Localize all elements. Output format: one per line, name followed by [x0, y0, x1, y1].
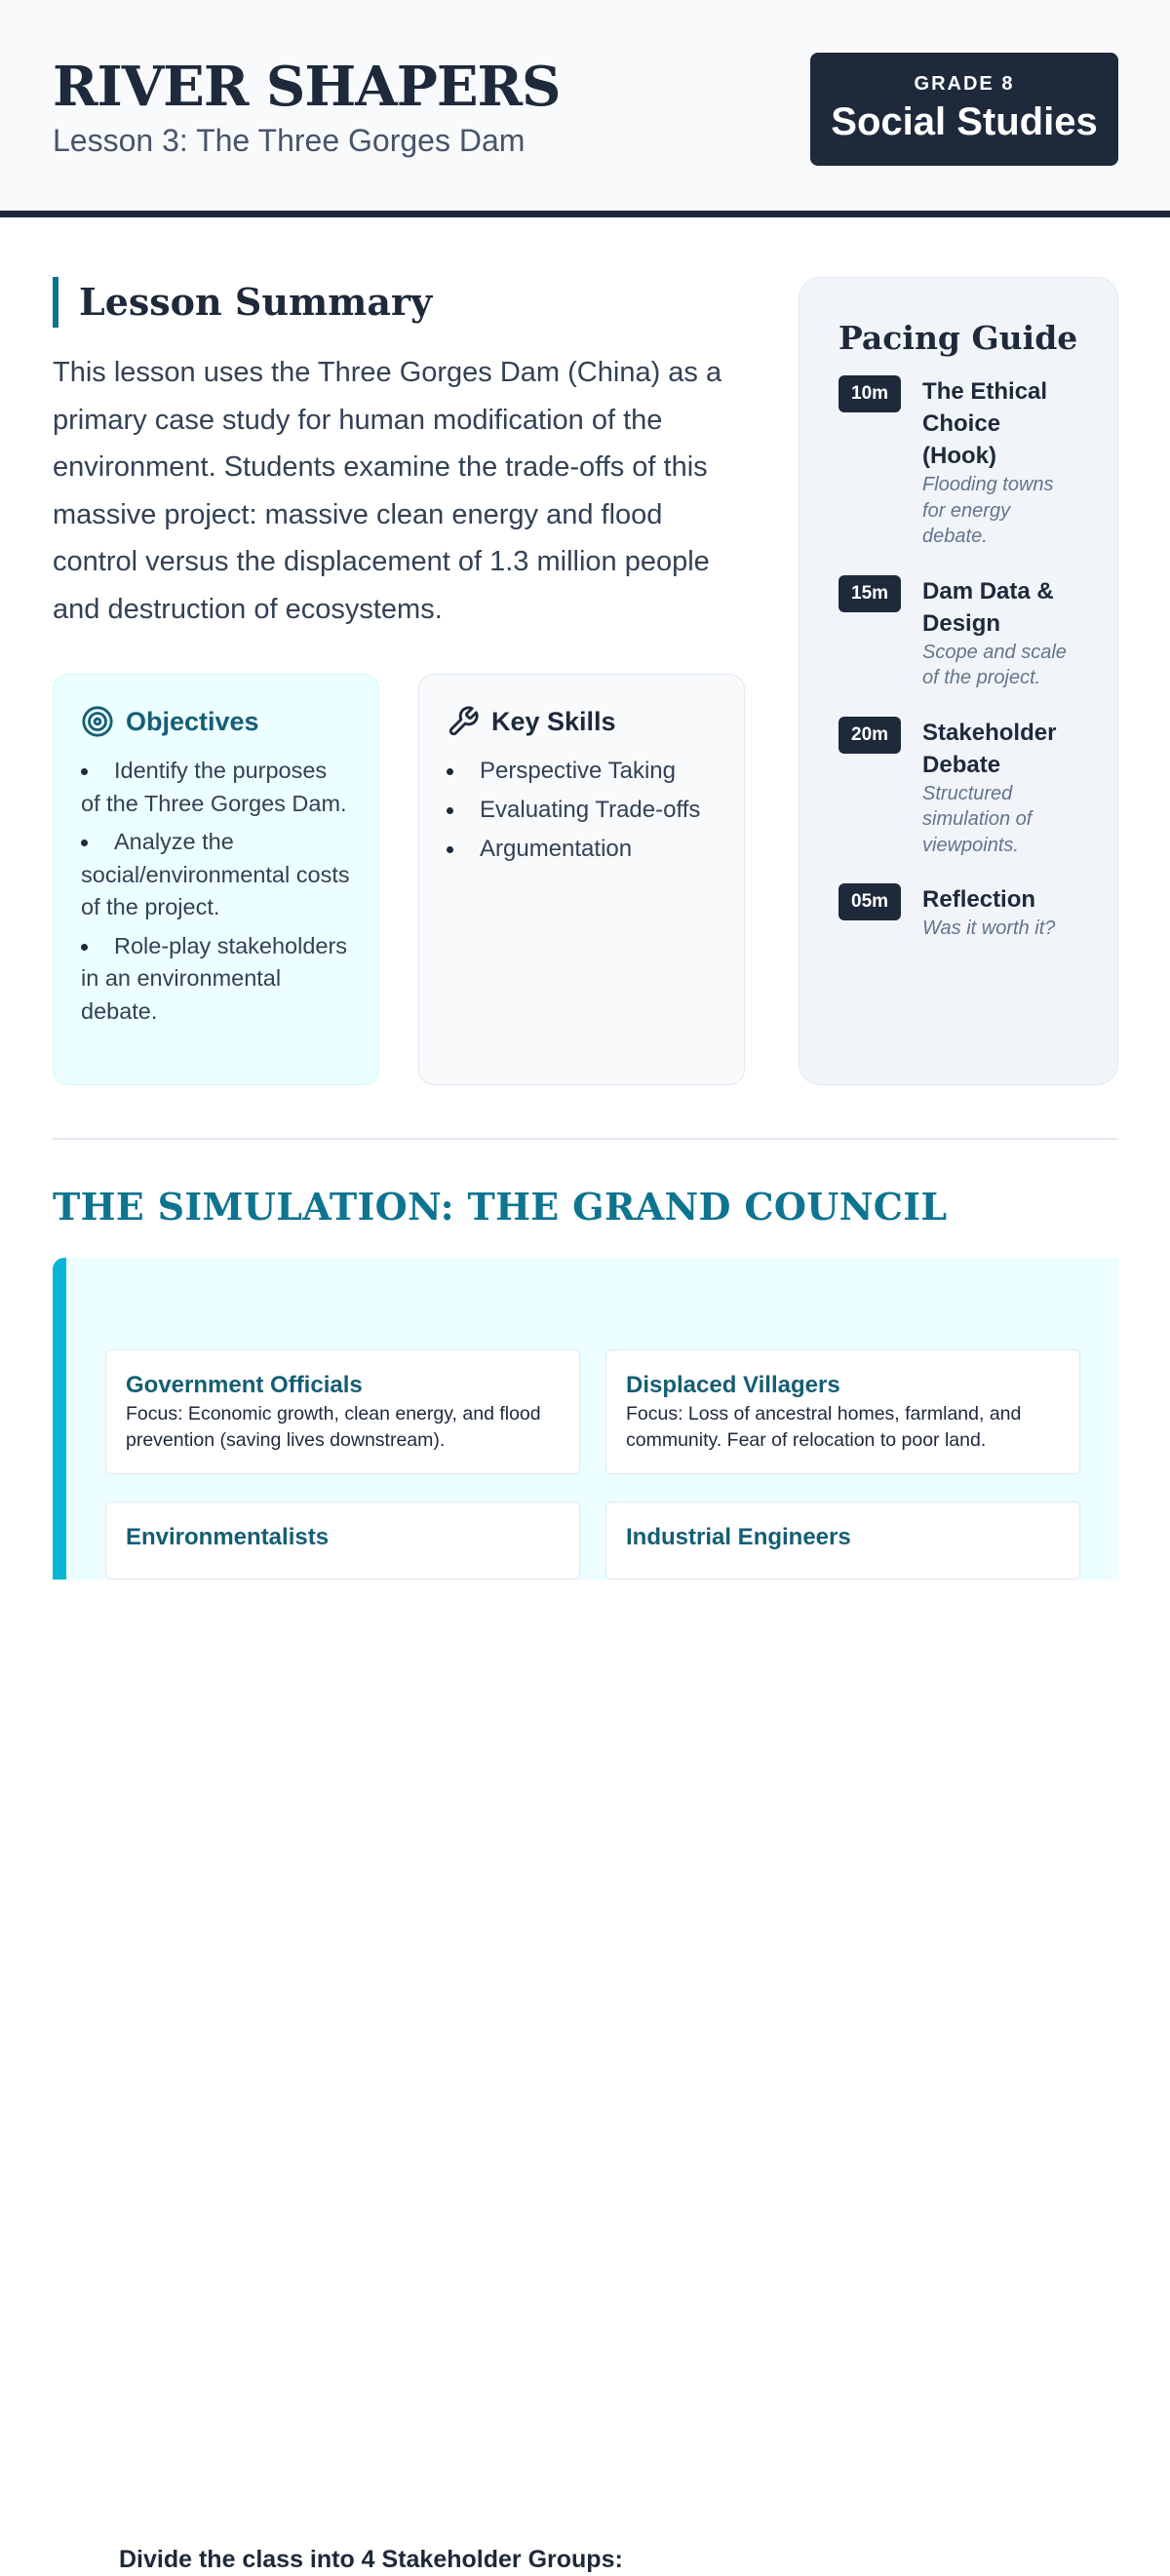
stakeholder-group-focus: Focus: Economic growth, clean energy, and flood prevention (saving lives downstream). — [126, 1403, 541, 1451]
stakeholder-group-card — [105, 1502, 580, 1580]
target-icon — [81, 705, 114, 738]
objectives-title: Objectives — [126, 707, 259, 736]
stakeholder-group-card — [605, 1502, 1080, 1580]
subject-label: Social Studies — [831, 100, 1098, 143]
page-header — [0, 0, 1170, 217]
pacing-item-desc: Scope and scale of the project. — [922, 641, 1067, 688]
grade-subject-badge — [810, 53, 1118, 166]
skills-header — [447, 702, 717, 741]
objectives-card — [53, 674, 379, 1085]
pacing-title: Pacing Guide — [838, 319, 1078, 357]
stakeholder-group-card — [105, 1349, 580, 1474]
list-item: Argumentation — [447, 833, 717, 866]
pacing-item-desc: Was it worth it? — [922, 917, 1056, 939]
list-item: Evaluating Trade-offs — [447, 794, 717, 827]
pacing-item-title: The Ethical Choice (Hook) — [922, 378, 1048, 469]
pacing-item — [838, 717, 1078, 859]
pacing-item-title: Dam Data & Design — [922, 577, 1054, 637]
pacing-item-desc: Flooding towns for energy debate. — [922, 474, 1054, 547]
simulation-intro: Divide the class into 4 Stakeholder Groups: — [119, 2546, 623, 2573]
stakeholder-group-card — [605, 1349, 1080, 1474]
pacing-item-body — [922, 883, 1078, 942]
grade-label: GRADE 8 — [914, 73, 1015, 95]
summary-text: This lesson uses the Three Gorges Dam (China) as a primary case study for human modification of the environment. Students examine the trade-offs of this massive project: massive clean energy and flood control versus the displacement of 1.3 million people and destruction of ecosystems. — [53, 357, 722, 625]
pacing-item — [838, 375, 1078, 550]
pacing-item-title: Reflection — [922, 886, 1036, 913]
stakeholder-group-focus: Focus: Loss of ancestral homes, farmland, and community. Fear of relocation to poor land. — [626, 1403, 1022, 1451]
stakeholder-group-name: Government Officials — [126, 1372, 363, 1398]
list-item: Role-play stakeholders in an environmental debate. — [81, 930, 351, 1029]
list-item: Identify the purposes of the Three Gorges Dam. — [81, 755, 351, 820]
pacing-item-body — [922, 717, 1078, 859]
section-divider — [53, 1138, 1118, 1140]
pacing-item — [838, 883, 1078, 942]
list-item: Perspective Taking — [447, 755, 717, 788]
pacing-guide — [799, 277, 1118, 1085]
simulation-title: THE SIMULATION: THE GRAND COUNCIL — [53, 1185, 948, 1229]
pacing-item-body — [922, 575, 1078, 691]
stakeholder-group-name: Environmentalists — [126, 1524, 330, 1550]
simulation-panel — [53, 1258, 1118, 2573]
skills-title: Key Skills — [491, 707, 616, 736]
pacing-item-desc: Structured simulation of viewpoints. — [922, 782, 1033, 856]
summary-heading: Lesson Summary — [53, 277, 432, 328]
wrench-icon — [447, 705, 480, 738]
key-skills-card — [418, 674, 745, 1085]
time-badge: 15m — [838, 575, 901, 612]
pacing-item-body — [922, 375, 1078, 550]
time-badge: 10m — [838, 375, 901, 412]
objectives-list — [81, 755, 351, 1028]
objectives-header — [81, 702, 351, 741]
time-badge: 05m — [838, 883, 901, 920]
list-item: Analyze the social/environmental costs of the project. — [81, 826, 351, 924]
stakeholder-group-name: Industrial Engineers — [626, 1524, 851, 1550]
skills-list — [447, 755, 717, 866]
pacing-item-title: Stakeholder Debate — [922, 719, 1057, 778]
pacing-item — [838, 575, 1078, 691]
page-title: RIVER SHAPERS — [53, 55, 561, 119]
time-badge: 20m — [838, 717, 901, 754]
lesson-subtitle: Lesson 3: The Three Gorges Dam — [53, 123, 526, 158]
stakeholder-group-name: Displaced Villagers — [626, 1372, 840, 1398]
